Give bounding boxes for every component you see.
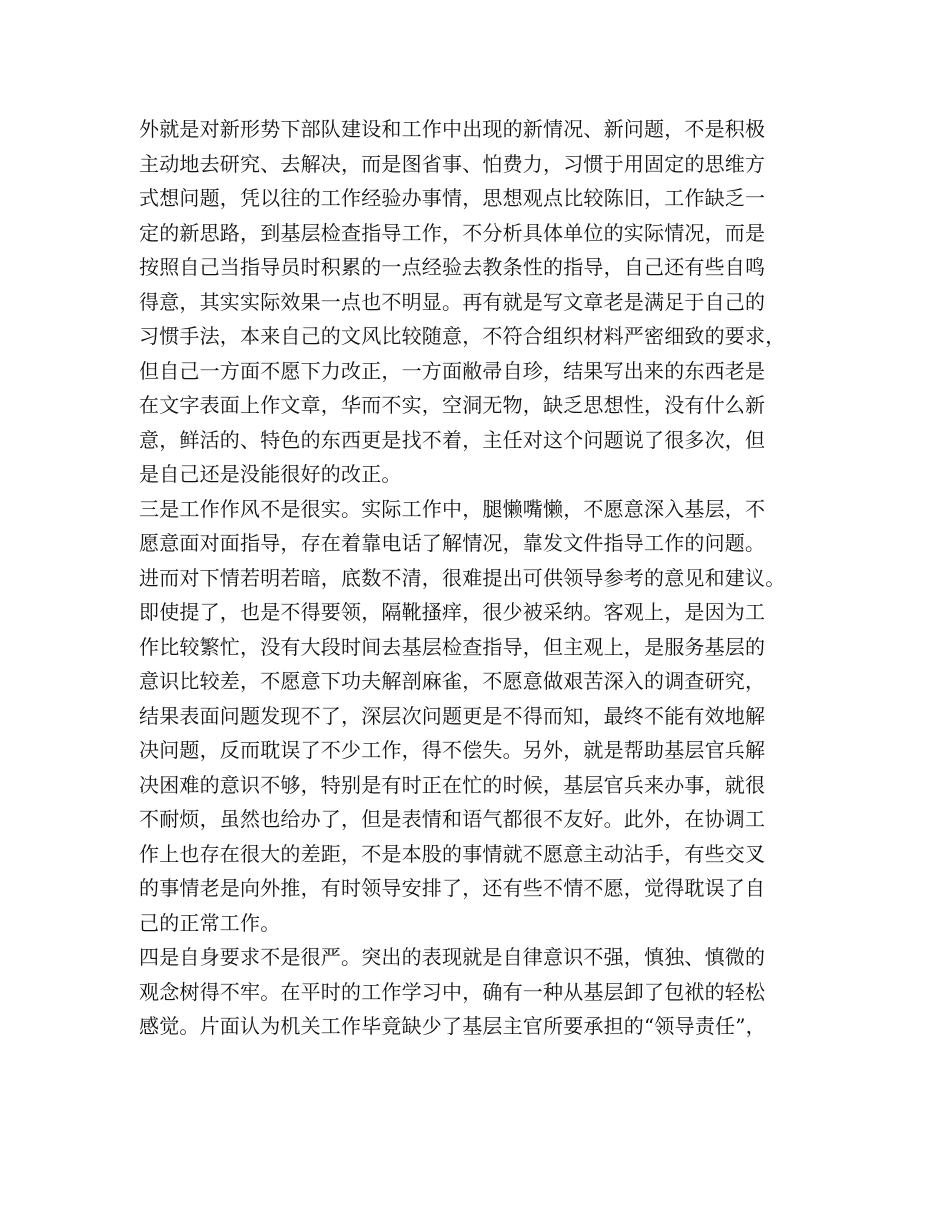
body-text bbox=[139, 112, 829, 1044]
text-line: 即使提了，也是不得要领，隔靴搔痒，很少被采纳。客观上，是因为工 bbox=[139, 600, 766, 624]
text-line: 得意，其实实际效果一点也不明显。再有就是写文章老是满足于自己的 bbox=[139, 289, 766, 314]
text-line: 但自己一方面不愿下力改正，一方面敝帚自珍，结果写出来的东西老是 bbox=[139, 358, 766, 383]
text-line: 意，鲜活的、特色的东西更是找不着，主任对这个问题说了很多次，但 bbox=[139, 427, 766, 452]
section-heading-line: 三是工作作风不是很实。实际工作中，腿懒嘴懒，不愿意深入基层，不 bbox=[139, 496, 766, 521]
text-line: 不耐烦，虽然也给办了，但是表情和语气都很不友好。此外，在协调工 bbox=[139, 807, 766, 831]
text-line: 观念树得不牢。在平时的工作学习中，确有一种从基层卸了包袱的轻松 bbox=[139, 979, 766, 1004]
text-line: 主动地去研究、去解决，而是图省事、怕费力，习惯于用固定的思维方 bbox=[139, 151, 766, 176]
text-line: 进而对下情若明若暗，底数不清，很难提出可供领导参考的意见和建议。 bbox=[139, 565, 786, 590]
text-line: 决困难的意识不够，特别是有时正在忙的时候，基层官兵来办事，就很 bbox=[139, 772, 766, 797]
text-line: 己的正常工作。 bbox=[139, 910, 281, 935]
text-line: 的事情老是向外推，有时领导安排了，还有些不情不愿，觉得耽误了自 bbox=[139, 876, 766, 900]
text-line: 按照自己当指导员时积累的一点经验去教条性的指导，自己还有些自鸣 bbox=[139, 255, 766, 279]
text-line: 外就是对新形势下部队建设和工作中出现的新情况、新问题，不是积极 bbox=[139, 117, 766, 141]
text-line: 决问题，反而耽误了不少工作，得不偿失。另外，就是帮助基层官兵解 bbox=[139, 738, 766, 762]
text-line: 是自己还是没能很好的改正。 bbox=[139, 462, 402, 486]
text-line: 作上也存在很大的差距，不是本股的事情就不愿意主动沾手，有些交叉 bbox=[139, 841, 766, 866]
text-line: 感觉。片面认为机关工作毕竟缺少了基层主官所要承担的“领导责任”， bbox=[139, 1014, 766, 1038]
text-line: 愿意面对面指导，存在着靠电话了解情况，靠发文件指导工作的问题。 bbox=[139, 531, 766, 555]
text-line: 定的新思路，到基层检查指导工作，不分析具体单位的实际情况，而是 bbox=[139, 220, 766, 245]
text-line: 式想问题，凭以往的工作经验办事情，思想观点比较陈旧，工作缺乏一 bbox=[139, 186, 766, 210]
text-line: 在文字表面上作文章，华而不实，空洞无物，缺乏思想性，没有什么新 bbox=[139, 393, 766, 417]
text-line: 意识比较差，不愿意下功夫解剖麻雀，不愿意做艰苦深入的调查研究， bbox=[139, 669, 766, 693]
text-line: 作比较繁忙，没有大段时间去基层检查指导，但主观上，是服务基层的 bbox=[139, 634, 766, 659]
text-line: 习惯手法，本来自己的文风比较随意，不符合组织材料严密细致的要求， bbox=[139, 324, 786, 348]
section-heading-line: 四是自身要求不是很严。突出的表现就是自律意识不强，慎独、慎微的 bbox=[139, 945, 766, 969]
text-line: 结果表面问题发现不了，深层次问题更是不得而知，最终不能有效地解 bbox=[139, 703, 766, 728]
